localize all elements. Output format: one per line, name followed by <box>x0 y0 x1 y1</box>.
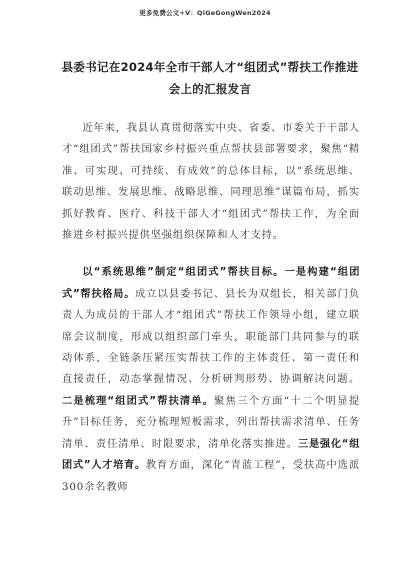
document-body <box>62 118 360 498</box>
header-note: 更多免费公文+V：QiGeGongWen2024 <box>139 9 271 17</box>
section-text-1: 成立以县委书记、县长为双组长，相关部门负责人为成员的干部人才“组团式”帮扶工作领导小组，建立联席会议制度，形成以组织部门牵头，职能部门共同参与的联动体系，全链条压紧压实帮扶工作的主体责任、第一责任和直接责任，动态掌握情况、分析研判形势、协调解决问题。 <box>62 288 360 386</box>
section-heading-2: 二是梳理“组团式”帮扶清单。 <box>62 395 214 407</box>
document-title <box>60 56 360 100</box>
section-text-3: 教育方面，深化“青蓝工程”，受扶高中选派300余名教师 <box>62 460 360 493</box>
intro-paragraph: 近年来，我县认真贯彻落实中央、省委、市委关于干部人才“组团式”帮扶国家乡村振兴重点帮扶县部署要求，聚焦“精准、可实现、可持续、有成效”的总体目标，以“系统思维、联动思维、发展思维、战略思维、同理思维”谋篇布局，抓实抓好教育、医疗、科技干部人才“组团式”帮扶工作，为全面推进乡村振兴提供坚强组织保障和人才支持。 <box>62 123 360 242</box>
section-paragraph <box>62 262 360 497</box>
title-line-2: 会上的汇报发言 <box>168 82 252 96</box>
title-line-1: 县委书记在2024年全市干部人才“组团式”帮扶工作推进 <box>61 60 359 74</box>
section-heading-1: 以“系统思维”制定“组团式”帮扶目标。一是构建“组团式”帮扶格局。 <box>62 267 360 300</box>
section-heading-3: 三是强化“组团式”人才培育。 <box>62 438 361 472</box>
section-text-2: 聚焦三个方面“十二个明显提升”目标任务，充分梳理短板需求，列出帮扶需求清单、任务清单、责任清单、时限要求，清单化落实推进。 <box>62 395 360 450</box>
